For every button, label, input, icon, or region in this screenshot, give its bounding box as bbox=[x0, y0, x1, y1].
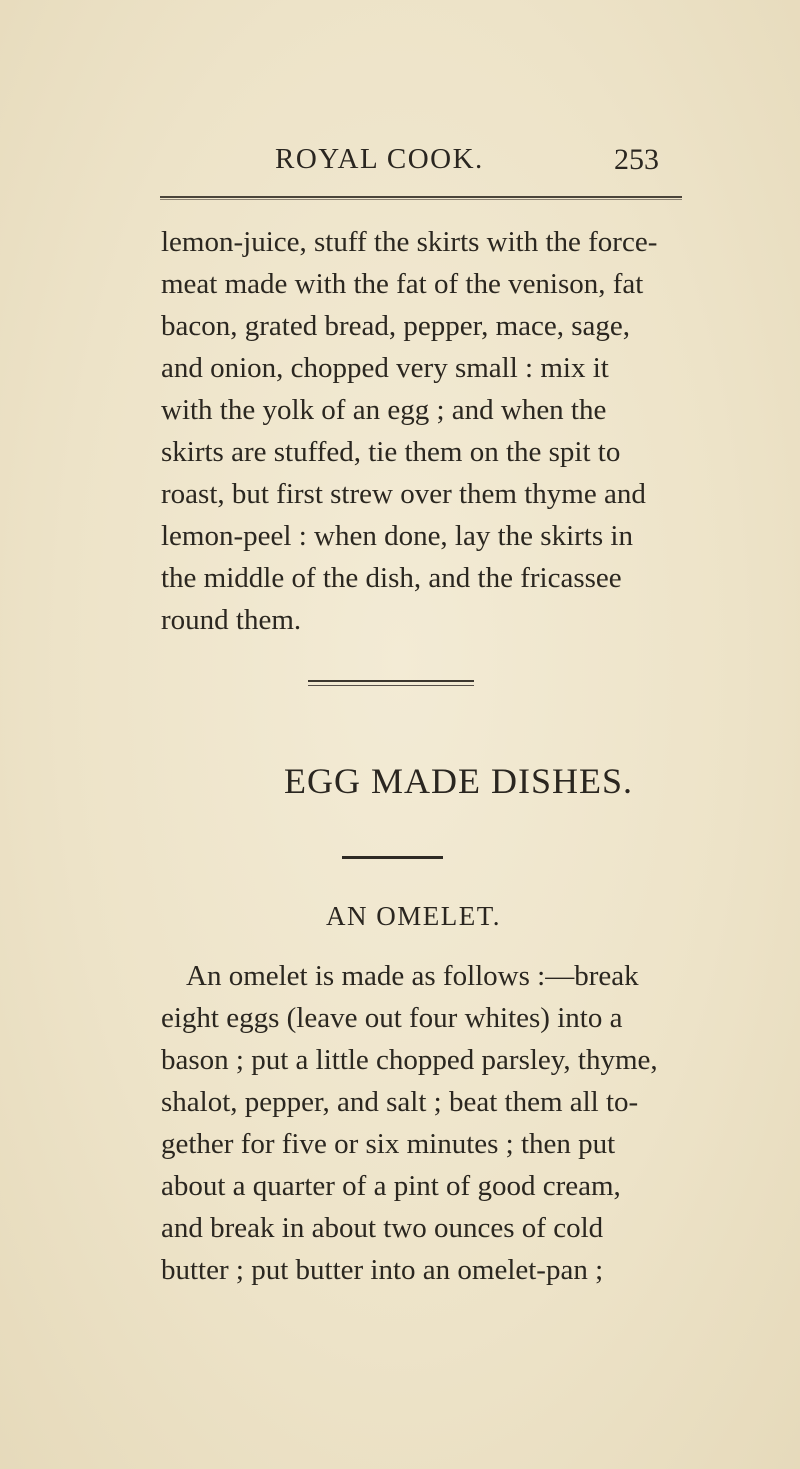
section-rule-bottom bbox=[308, 685, 474, 686]
text-line: lemon-peel : when done, lay the skirts in bbox=[161, 520, 633, 552]
text-line: butter ; put butter into an omelet-pan ; bbox=[161, 1254, 604, 1286]
text-line: bason ; put a little chopped parsley, thyme, bbox=[161, 1044, 658, 1076]
header-rule bbox=[160, 196, 682, 198]
recipe-title: AN OMELET. bbox=[326, 901, 501, 931]
text-line: roast, but first strew over them thyme and bbox=[161, 478, 646, 510]
text-line: round them. bbox=[161, 604, 302, 636]
text-line: meat made with the fat of the venison, fat bbox=[161, 268, 644, 300]
section-title: EGG MADE DISHES. bbox=[284, 761, 633, 801]
section-rule-top bbox=[308, 680, 474, 682]
text-line: about a quarter of a pint of good cream, bbox=[161, 1170, 621, 1202]
text-line: gether for five or six minutes ; then put bbox=[161, 1128, 616, 1160]
running-head bbox=[0, 143, 800, 183]
text-line: eight eggs (leave out four whites) into a bbox=[161, 1002, 623, 1034]
text-line: shalot, pepper, and salt ; beat them all to- bbox=[161, 1086, 639, 1118]
text-line: and break in about two ounces of cold bbox=[161, 1212, 604, 1244]
text-line: lemon-juice, stuff the skirts with the force- bbox=[161, 226, 658, 258]
header-rule-thin bbox=[160, 199, 682, 200]
text-line: skirts are stuffed, tie them on the spit to bbox=[161, 436, 621, 468]
page-number: 253 bbox=[614, 143, 659, 176]
text-line: the middle of the dish, and the fricassee bbox=[161, 562, 622, 594]
text-line: An omelet is made as follows :—break bbox=[186, 960, 639, 992]
text-line: bacon, grated bread, pepper, mace, sage, bbox=[161, 310, 631, 342]
running-title: ROYAL COOK. bbox=[275, 143, 484, 175]
recipe-rule bbox=[342, 856, 443, 859]
text-line: and onion, chopped very small : mix it bbox=[161, 352, 609, 384]
text-line: with the yolk of an egg ; and when the bbox=[161, 394, 607, 426]
